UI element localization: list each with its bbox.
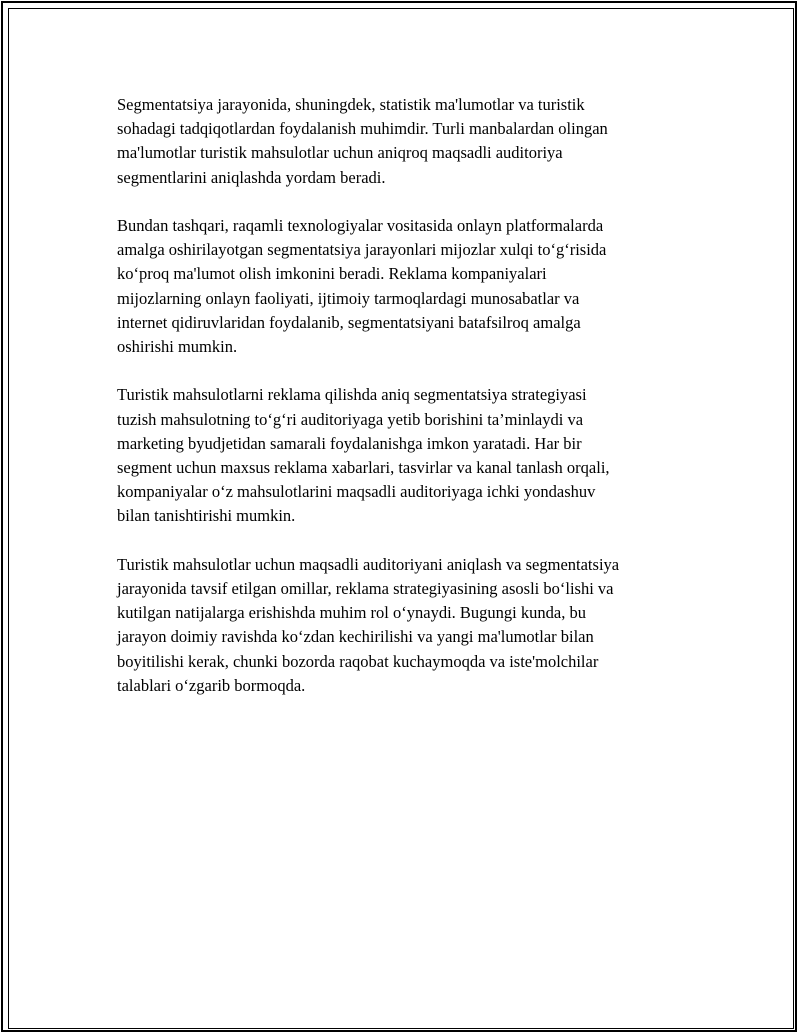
paragraph-3: Turistik mahsulotlarni reklama qilishda aniq segmentatsiya strategiyasi tuzish mahsulotning to‘g‘ri auditoriyaga yetib borishini ta’minlaydi va marketing byudjetidan samarali foydalanishga imkon yaratadi. Har bir segment uchun maxsus reklama xabarlari, tasvirlar va kanal tanlash orqali, kompaniyalar o‘z mahsulotlarini maqsadli auditoriyaga ichki yondashuv bilan tanishtirishi mumkin. — [117, 385, 610, 526]
paragraph-4: Turistik mahsulotlar uchun maqsadli auditoriyani aniqlash va segmentatsiya jarayonida tavsif etilgan omillar, reklama strategiyasining asosli bo‘lishi va kutilgan natijalarga erishishda muhim rol o‘ynaydi. Bugungi kunda, bu jarayon doimiy ravishda ko‘zdan kechirilishi va yangi ma'lumotlar bilan boyitilishi kerak, chunki bozorda raqobat kuchaymoqda va iste'molchilar talablari o‘zgarib bormoqda. — [117, 554, 620, 695]
document-body — [117, 93, 707, 722]
paragraph-2: Bundan tashqari, raqamli texnologiyalar vositasida onlayn platformalarda amalga oshirilayotgan segmentatsiya jarayonlari mijozlar xulqi to‘g‘risida ko‘proq ma'lumot olish imkonini beradi. Reklama kompaniyalari mijozlarning onlayn faoliyati, ijtimoiy tarmoqlardagi munosabatlar va internet qidiruvlaridan foydalanib, segmentatsiyani batafsilroq amalga oshirishi mumkin. — [117, 216, 607, 357]
paragraph-1: Segmentatsiya jarayonida, shuningdek, statistik ma'lumotlar va turistik sohadagi tadqiqotlardan foydalanish muhimdir. Turli manbalardan olingan ma'lumotlar turistik mahsulotlar uchun aniqroq maqsadli auditoriya segmentlarini aniqlashda yordam beradi. — [117, 95, 608, 187]
